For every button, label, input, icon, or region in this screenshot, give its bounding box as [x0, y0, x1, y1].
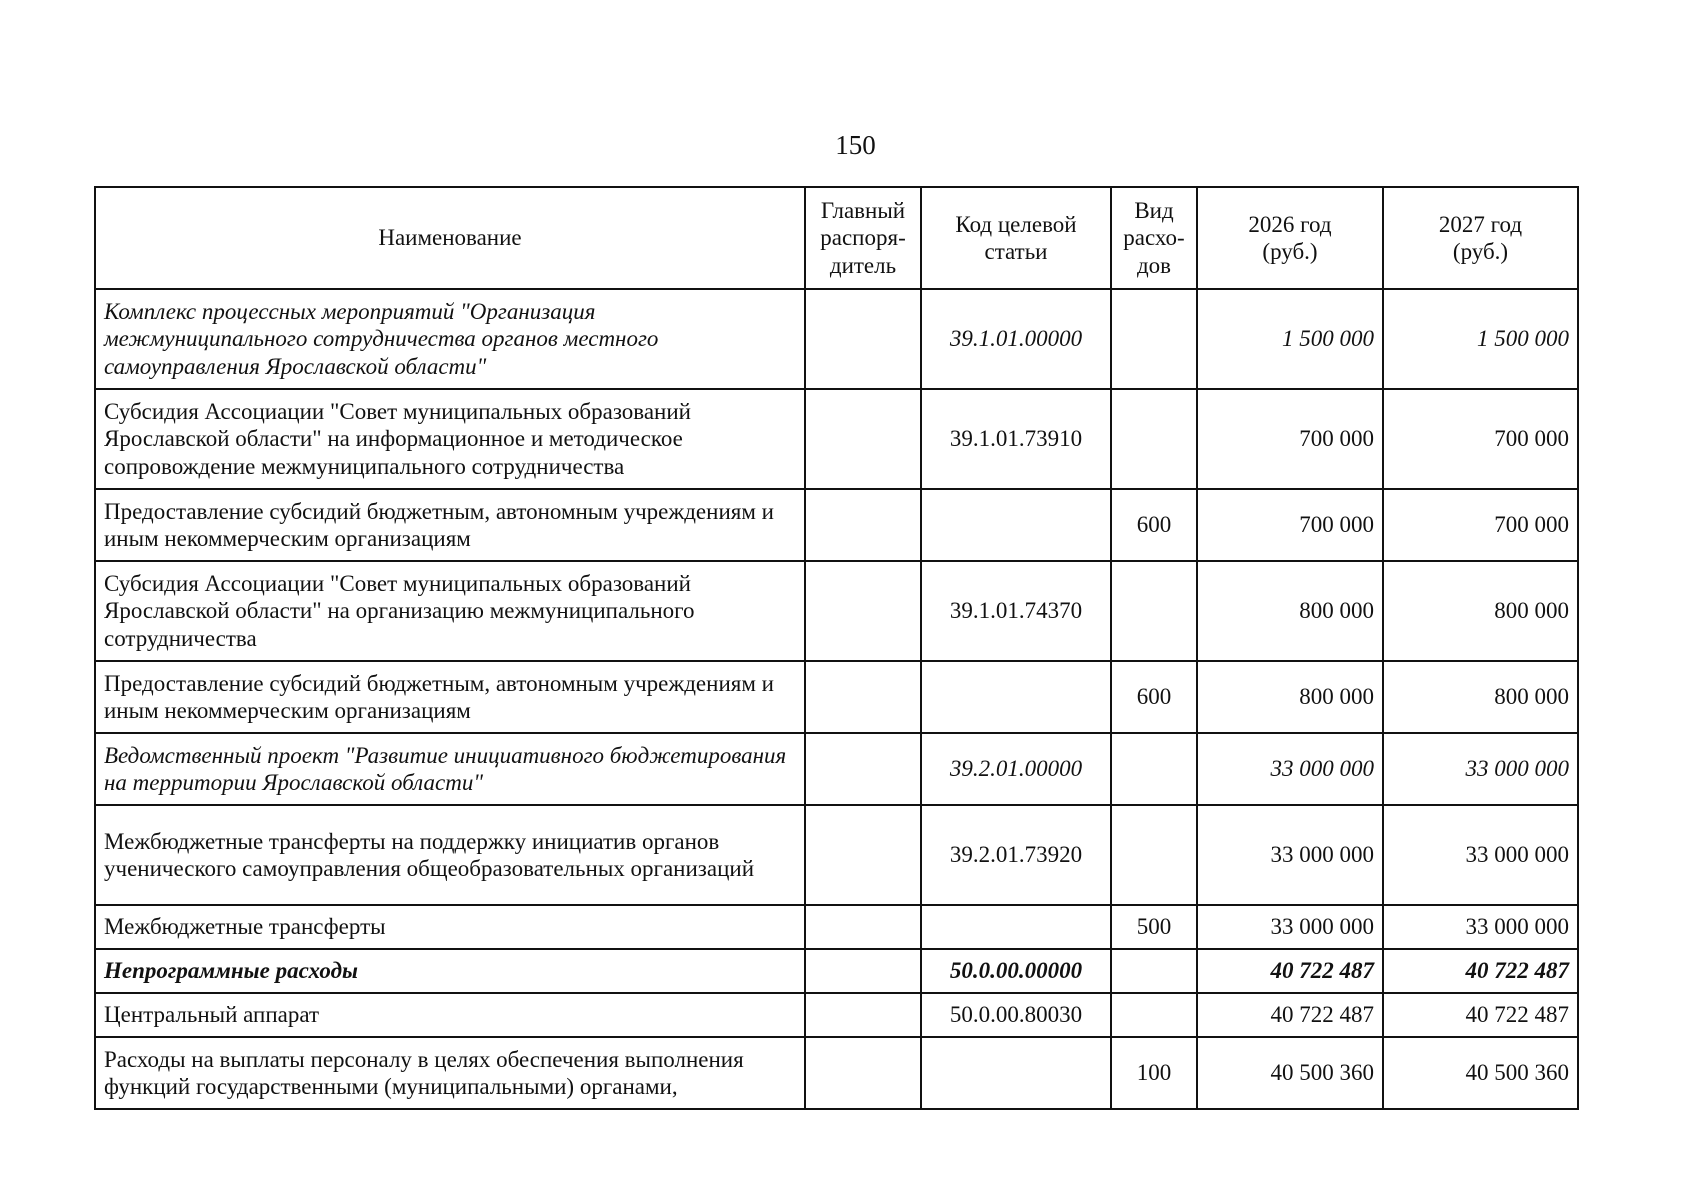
row-name: Комплекс процессных мероприятий "Организация межмуниципального сотрудничества органов местного самоуправления Ярославской области"	[95, 289, 805, 389]
page-number: 150	[835, 130, 876, 160]
row-code: 39.2.01.00000	[921, 733, 1111, 805]
table-row	[95, 805, 1578, 905]
row-code	[921, 489, 1111, 561]
row-2027: 33 000 000	[1383, 905, 1578, 949]
row-code: 50.0.00.00000	[921, 949, 1111, 993]
row-manager	[805, 489, 921, 561]
row-2027: 700 000	[1383, 389, 1578, 489]
row-type	[1111, 289, 1197, 389]
row-type	[1111, 805, 1197, 905]
row-2026: 1 500 000	[1197, 289, 1383, 389]
row-manager	[805, 993, 921, 1037]
table-header-row	[95, 187, 1578, 289]
row-2026: 40 722 487	[1197, 949, 1383, 993]
row-2027: 40 722 487	[1383, 949, 1578, 993]
header-2027: 2027 год (руб.)	[1383, 187, 1578, 289]
table-row	[95, 389, 1578, 489]
row-type	[1111, 993, 1197, 1037]
row-type: 600	[1111, 489, 1197, 561]
row-type: 600	[1111, 661, 1197, 733]
row-2026: 800 000	[1197, 561, 1383, 661]
row-manager	[805, 949, 921, 993]
row-manager	[805, 805, 921, 905]
table-row	[95, 561, 1578, 661]
row-name: Центральный аппарат	[95, 993, 805, 1037]
row-2027: 700 000	[1383, 489, 1578, 561]
row-2027: 1 500 000	[1383, 289, 1578, 389]
row-type: 100	[1111, 1037, 1197, 1109]
table-row	[95, 661, 1578, 733]
header-2026: 2026 год (руб.)	[1197, 187, 1383, 289]
row-2027: 40 722 487	[1383, 993, 1578, 1037]
row-code: 50.0.00.80030	[921, 993, 1111, 1037]
row-2026: 40 722 487	[1197, 993, 1383, 1037]
row-manager	[805, 561, 921, 661]
row-manager	[805, 905, 921, 949]
row-type	[1111, 733, 1197, 805]
row-2026: 33 000 000	[1197, 805, 1383, 905]
row-2026: 33 000 000	[1197, 905, 1383, 949]
row-type	[1111, 561, 1197, 661]
header-manager: Главный распоря- дитель	[805, 187, 921, 289]
row-2027: 800 000	[1383, 661, 1578, 733]
header-code: Код целевой статьи	[921, 187, 1111, 289]
row-code: 39.1.01.00000	[921, 289, 1111, 389]
row-name: Ведомственный проект "Развитие инициативного бюджетирования на территории Ярославской области"	[95, 733, 805, 805]
row-2026: 700 000	[1197, 389, 1383, 489]
row-name: Субсидия Ассоциации "Совет муниципальных образований Ярославской области" на информационное и методическое сопровождение межмуниципального сотрудничества	[95, 389, 805, 489]
row-code: 39.1.01.74370	[921, 561, 1111, 661]
table-row	[95, 949, 1578, 993]
row-manager	[805, 733, 921, 805]
row-type	[1111, 389, 1197, 489]
table-row	[95, 905, 1578, 949]
row-name: Предоставление субсидий бюджетным, автономным учреждениям и иным некоммерческим организациям	[95, 661, 805, 733]
row-code: 39.2.01.73920	[921, 805, 1111, 905]
row-manager	[805, 289, 921, 389]
row-code	[921, 905, 1111, 949]
row-name: Расходы на выплаты персоналу в целях обеспечения выполнения функций государственными (муниципальными) органами,	[95, 1037, 805, 1109]
row-2027: 800 000	[1383, 561, 1578, 661]
row-type: 500	[1111, 905, 1197, 949]
header-name: Наименование	[95, 187, 805, 289]
row-manager	[805, 389, 921, 489]
row-2027: 33 000 000	[1383, 733, 1578, 805]
table-row	[95, 1037, 1578, 1109]
budget-table	[94, 186, 1579, 1110]
row-name: Межбюджетные трансферты на поддержку инициатив органов ученического самоуправления общеобразовательных организаций	[95, 805, 805, 905]
row-2026: 800 000	[1197, 661, 1383, 733]
row-manager	[805, 1037, 921, 1109]
row-name: Предоставление субсидий бюджетным, автономным учреждениям и иным некоммерческим организациям	[95, 489, 805, 561]
row-type	[1111, 949, 1197, 993]
table-row	[95, 733, 1578, 805]
row-name: Непрограммные расходы	[95, 949, 805, 993]
row-code	[921, 661, 1111, 733]
row-name: Субсидия Ассоциации "Совет муниципальных образований Ярославской области" на организацию межмуниципального сотрудничества	[95, 561, 805, 661]
table-row	[95, 993, 1578, 1037]
table-row	[95, 289, 1578, 389]
table-row	[95, 489, 1578, 561]
row-2027: 33 000 000	[1383, 805, 1578, 905]
row-manager	[805, 661, 921, 733]
row-2026: 40 500 360	[1197, 1037, 1383, 1109]
row-code	[921, 1037, 1111, 1109]
header-type: Вид расхо- дов	[1111, 187, 1197, 289]
row-2026: 33 000 000	[1197, 733, 1383, 805]
row-2026: 700 000	[1197, 489, 1383, 561]
row-2027: 40 500 360	[1383, 1037, 1578, 1109]
row-name: Межбюджетные трансферты	[95, 905, 805, 949]
row-code: 39.1.01.73910	[921, 389, 1111, 489]
